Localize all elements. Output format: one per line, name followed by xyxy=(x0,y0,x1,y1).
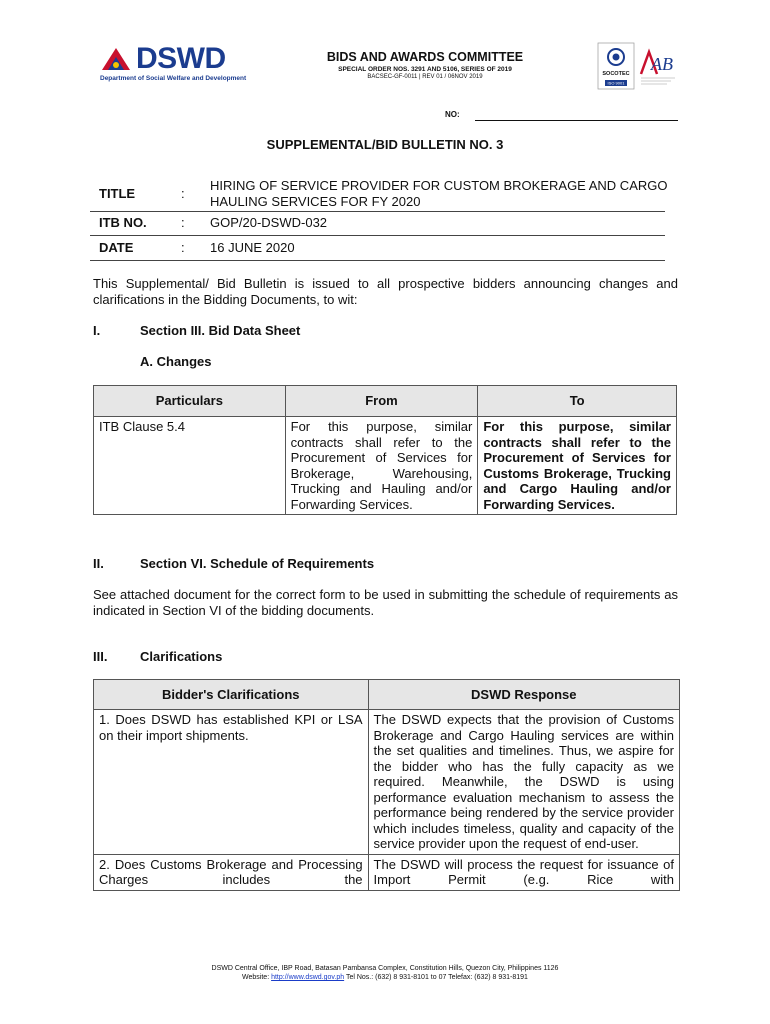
svg-text:ISO 9001: ISO 9001 xyxy=(607,80,625,86)
response-cell: The DSWD expects that the provision of Customs Brokerage and Cargo Hauling services are within the set qualities and timelines. Thus, we aspire for the bidder who has the fully capacity as we required. Meanwhile, the DSWD is using performance evaluation mechanism to assess the performance being rendered by the service provider which includes timeless, quality and capacity of the service provider upon the request of end-user. xyxy=(368,710,679,855)
title-value: HIRING OF SERVICE PROVIDER FOR CUSTOM BROKERAGE AND CARGO HAULING SERVICES FOR FY 2020 xyxy=(210,178,668,209)
website-label: Website: xyxy=(242,974,270,981)
col-header-response: DSWD Response xyxy=(368,680,679,710)
col-header-to: To xyxy=(478,386,677,417)
certification-seal-icon xyxy=(597,42,679,90)
changes-table xyxy=(93,385,677,515)
no-label: NO: xyxy=(445,110,460,119)
itb-value: GOP/20-DSWD-032 xyxy=(210,215,328,230)
footer-address: DSWD Central Office, IBP Road, Batasan Pambansa Complex, Constitution Hills, Quezon City, Philippines 1126 xyxy=(211,965,559,972)
to-cell: For this purpose, similar contracts shall refer to the Procurement of Services for Customs Brokerage, Trucking and Cargo Hauling and/or Forwarding Services. xyxy=(478,417,677,515)
title-label: TITLE xyxy=(99,186,136,201)
from-cell: For this purpose, similar contracts shall refer to the Procurement of Services for Brokerage, Warehousing, Trucking and Hauling and/or Forwarding Services. xyxy=(285,417,478,515)
table-row xyxy=(94,710,680,855)
certification-logos xyxy=(597,42,679,90)
section-1-title: Section III. Bid Data Sheet xyxy=(140,323,301,338)
dswd-emblem-icon xyxy=(100,46,132,72)
no-field-line xyxy=(475,120,678,121)
section-2-number: II. xyxy=(93,556,104,571)
itb-label: ITB NO. xyxy=(99,215,147,230)
date-colon: : xyxy=(181,240,185,255)
meta-divider xyxy=(90,235,665,236)
section-2-paragraph: See attached document for the correct form to be used in submitting the schedule of requirements as indicated in Section VI of the bidding documents. xyxy=(93,587,678,618)
form-code: BACSEC-GF-0011 | REV 01 / 06NOV 2019 xyxy=(367,74,483,80)
meta-divider xyxy=(90,211,665,212)
clarifications-table xyxy=(93,679,680,891)
meta-divider xyxy=(90,260,665,261)
date-label: DATE xyxy=(99,240,134,255)
dswd-logo xyxy=(100,42,247,86)
col-header-particulars: Particulars xyxy=(94,386,286,417)
date-value: 16 JUNE 2020 xyxy=(210,240,295,255)
col-header-from: From xyxy=(285,386,478,417)
particular-cell: ITB Clause 5.4 xyxy=(94,417,286,515)
svg-text:AB: AB xyxy=(651,54,673,74)
response-cell: The DSWD will process the request for issuance of Import Permit (e.g. Rice with xyxy=(368,854,679,890)
changes-subheading: A. Changes xyxy=(140,354,212,369)
logo-subtitle: Department of Social Welfare and Development xyxy=(100,75,247,82)
section-3-number: III. xyxy=(93,649,108,664)
logo-text: DSWD xyxy=(136,42,226,75)
section-1-number: I. xyxy=(93,323,101,338)
table-row xyxy=(94,854,680,890)
title-colon: : xyxy=(181,186,185,201)
website-link[interactable]: http://www.dswd.gov.ph xyxy=(271,974,345,981)
svg-text:SOCOTEC: SOCOTEC xyxy=(602,71,630,77)
question-cell: 1. Does DSWD has established KPI or LSA on their import shipments. xyxy=(94,710,369,855)
section-2-title: Section VI. Schedule of Requirements xyxy=(140,556,375,571)
bulletin-title: SUPPLEMENTAL/BID BULLETIN NO. 3 xyxy=(266,137,504,152)
question-cell: 2. Does Customs Brokerage and Processing Charges includes the xyxy=(94,854,369,890)
table-row xyxy=(94,417,677,515)
intro-paragraph: This Supplemental/ Bid Bulletin is issued to all prospective bidders announcing changes and clarifications in the Bidding Documents, to wit: xyxy=(93,276,678,307)
section-3-title: Clarifications xyxy=(140,649,223,664)
footer-contacts xyxy=(90,974,680,981)
col-header-clarifications: Bidder's Clarifications xyxy=(94,680,369,710)
committee-title: BIDS AND AWARDS COMMITTEE xyxy=(326,50,524,64)
special-order: SPECIAL ORDER NOS. 3291 AND 5106, SERIES OF 2019 xyxy=(338,66,512,73)
phone-numbers: Tel Nos.: (632) 8 931-8101 to 07 Telefax: (632) 8 931-8191 xyxy=(345,974,528,981)
itb-colon: : xyxy=(181,215,185,230)
